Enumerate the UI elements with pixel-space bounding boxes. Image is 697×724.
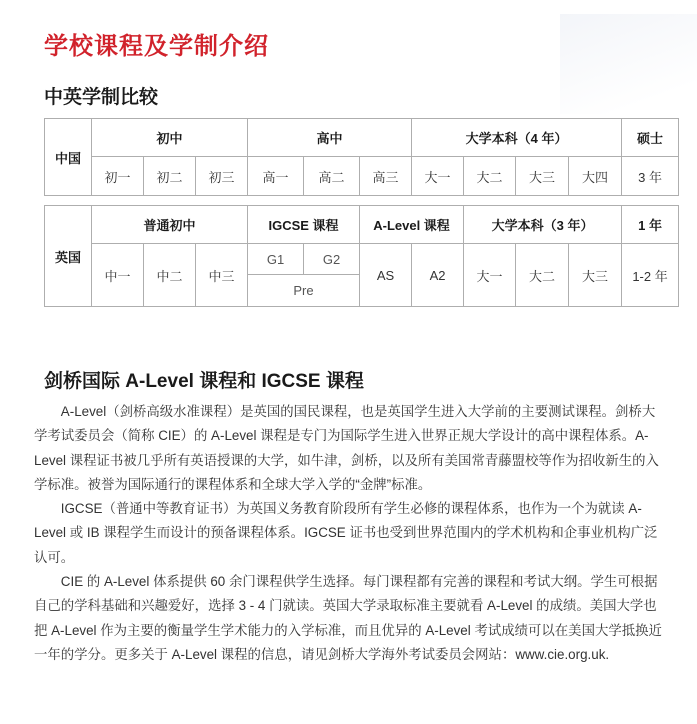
grade-cell: G2	[304, 244, 360, 275]
grade-cell: 高三	[360, 157, 412, 196]
grade-cell: 大二	[516, 244, 569, 307]
article-body	[34, 400, 664, 667]
grade-cell: 大二	[464, 157, 516, 196]
paragraph: CIE 的 A-Level 体系提供 60 余门课程供学生选择。每门课程都有完善的课程和考试大纲。学生可根据自己的学科基础和兴趣爱好，选择 3 - 4 门就读。英国大学录取标准主要就看 A-Level 的成绩。美国大学也把 A-Level 作为主要的衡量学生学术能力的入学标准，而且优异的 A-Level 考试成绩可以在美国大学抵换近一年的学分。更多关于 A-Level 课程的信息，请见剑桥大学海外考试委员会网站：www.cie.org.uk.	[34, 574, 662, 662]
grade-cell: 大四	[569, 157, 622, 196]
grade-cell: Pre	[248, 275, 360, 307]
grade-cell: 高二	[304, 157, 360, 196]
grade-cell: G1	[248, 244, 304, 275]
group-header: A-Level 课程	[360, 206, 464, 244]
group-header: 大学本科（4 年）	[412, 119, 622, 157]
uk-system-table	[44, 205, 679, 307]
grade-cell: 初三	[196, 157, 248, 196]
group-header: 初中	[92, 119, 248, 157]
paragraph: A-Level（剑桥高级水准课程）是英国的国民课程，也是英国学生进入大学前的主要测试课程。剑桥大学考试委员会（简称 CIE）的 A-Level 课程是专门为国际学生进入世界正规大学设计的高中课程体系。A-Level 课程证书被几乎所有英语授课的大学，如牛津，剑桥，以及所有美国常青藤盟校等作为招收新生的入学标准。被誉为国际通行的课程体系和全球大学入学的“金牌”标准。	[34, 404, 659, 492]
country-cell: 英国	[45, 206, 92, 307]
grade-cell: 1-2 年	[622, 244, 679, 307]
paragraph: IGCSE（普通中等教育证书）为英国义务教育阶段所有学生必修的课程体系，也作为一个为就读 A-Level 或 IB 课程学生而设计的预备课程体系。IGCSE 证书也受到世界范围内的学术机构和企事业机构广泛认可。	[34, 501, 658, 565]
section-title-alevel-igcse: 剑桥国际 A-Level 课程和 IGCSE 课程	[44, 371, 364, 392]
grade-cell: 3 年	[622, 157, 679, 196]
country-cell: 中国	[45, 119, 92, 196]
group-header: 高中	[248, 119, 412, 157]
grade-cell: 大三	[569, 244, 622, 307]
grade-cell: 大一	[464, 244, 516, 307]
china-system-table	[44, 118, 679, 196]
grade-cell: A2	[412, 244, 464, 307]
decorative-background	[560, 14, 697, 114]
group-header: IGCSE 课程	[248, 206, 360, 244]
grade-cell: 高一	[248, 157, 304, 196]
grade-cell: AS	[360, 244, 412, 307]
group-header: 大学本科（3 年）	[464, 206, 622, 244]
section-title-compare: 中英学制比较	[44, 87, 159, 108]
grade-cell: 中一	[92, 244, 144, 307]
grade-cell: 初二	[144, 157, 196, 196]
grade-cell: 大三	[516, 157, 569, 196]
grade-cell: 初一	[92, 157, 144, 196]
page-title: 学校课程及学制介绍	[44, 33, 269, 60]
grade-cell: 中二	[144, 244, 196, 307]
group-header: 硕士	[622, 119, 679, 157]
group-header: 普通初中	[92, 206, 248, 244]
grade-cell: 大一	[412, 157, 464, 196]
grade-cell: 中三	[196, 244, 248, 307]
group-header: 1 年	[622, 206, 679, 244]
